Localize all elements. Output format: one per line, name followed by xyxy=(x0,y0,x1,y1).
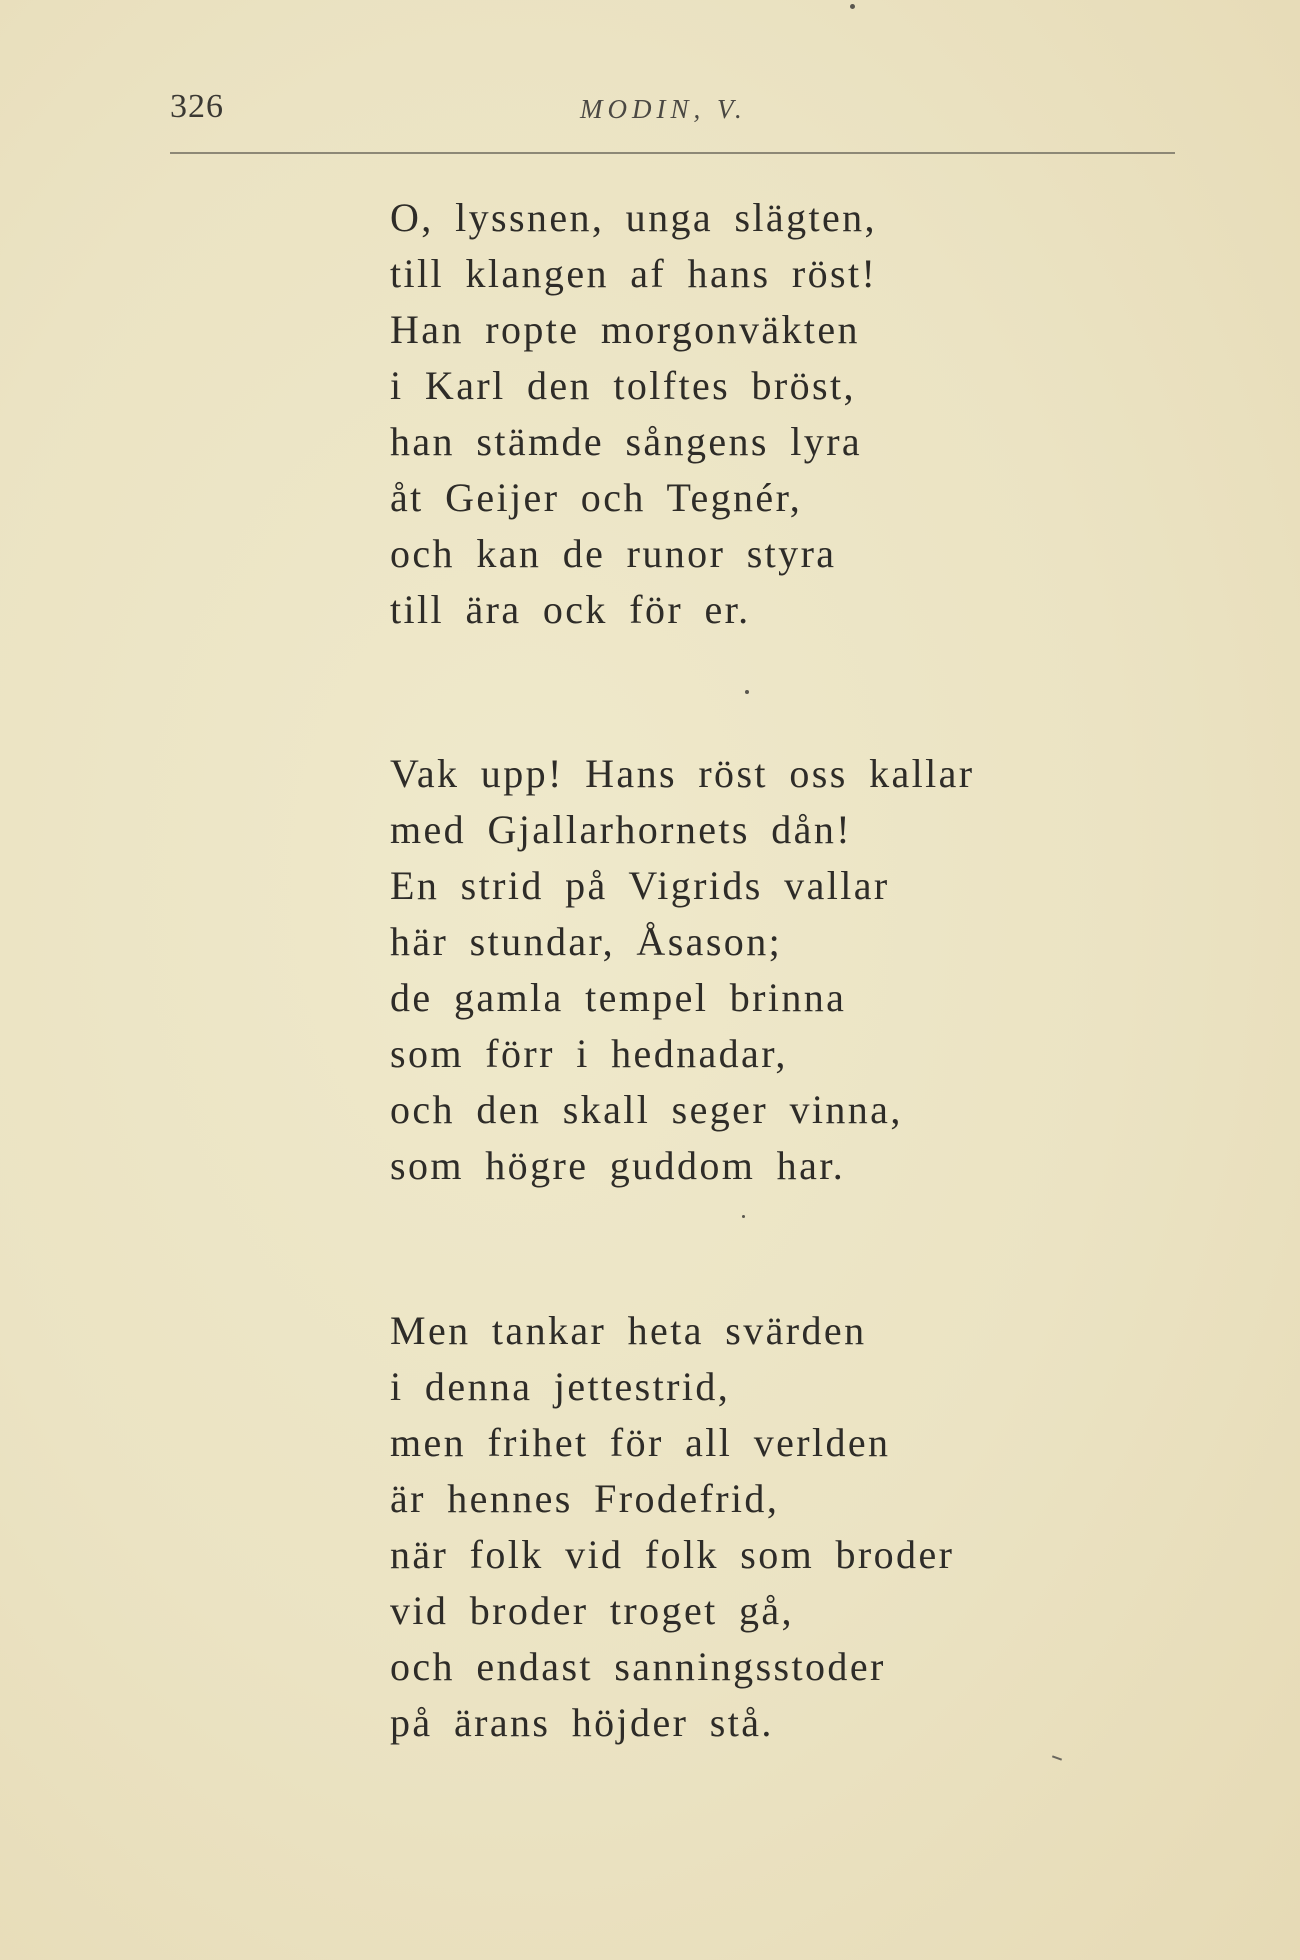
poem-line: Vak upp! Hans röst oss kallar xyxy=(390,751,975,796)
poem-line: som förr i hednadar, xyxy=(390,1031,788,1076)
running-head xyxy=(170,88,1175,128)
page-number: 326 xyxy=(170,88,224,125)
poem-line: till ära ock för er. xyxy=(390,587,751,632)
poem-line: och endast sanningsstoder xyxy=(390,1644,886,1689)
poem-line: i Karl den tolftes bröst, xyxy=(390,363,856,408)
stanza-2 xyxy=(390,746,975,1194)
poem-line: med Gjallarhornets dån! xyxy=(390,807,852,852)
stanza-1 xyxy=(390,190,877,638)
poem-line: är hennes Frodefrid, xyxy=(390,1476,780,1521)
poem-line: O, lyssnen, unga slägten, xyxy=(390,195,877,240)
stanza-divider-dot xyxy=(742,1215,745,1218)
stanza-divider-dot xyxy=(745,690,749,694)
poem-line: i denna jettestrid, xyxy=(390,1364,731,1409)
poem-line: och kan de runor styra xyxy=(390,531,837,576)
page-blemish xyxy=(1052,1755,1062,1760)
poem-line: här stundar, Åsason; xyxy=(390,919,783,964)
header-rule xyxy=(170,152,1175,154)
poem-line: till klangen af hans röst! xyxy=(390,251,878,296)
poem-line: och den skall seger vinna, xyxy=(390,1087,903,1132)
stanza-3 xyxy=(390,1303,954,1751)
running-head-title: MODIN, V. xyxy=(580,94,747,124)
poem-line: som högre guddom har. xyxy=(390,1143,846,1188)
poem-line: vid broder troget gå, xyxy=(390,1588,794,1633)
poem-line: han stämde sångens lyra xyxy=(390,419,863,464)
poem-line: En strid på Vigrids vallar xyxy=(390,863,890,908)
poem-line: Men tankar heta svärden xyxy=(390,1308,867,1353)
poem-line: de gamla tempel brinna xyxy=(390,975,847,1020)
page-speck xyxy=(850,4,855,9)
poem-line: men frihet för all verlden xyxy=(390,1420,891,1465)
poem-line: Han ropte morgonväkten xyxy=(390,307,860,352)
poem-line: åt Geijer och Tegnér, xyxy=(390,475,803,520)
poem-line: när folk vid folk som broder xyxy=(390,1532,955,1577)
poem-line: på ärans höjder stå. xyxy=(390,1700,774,1745)
